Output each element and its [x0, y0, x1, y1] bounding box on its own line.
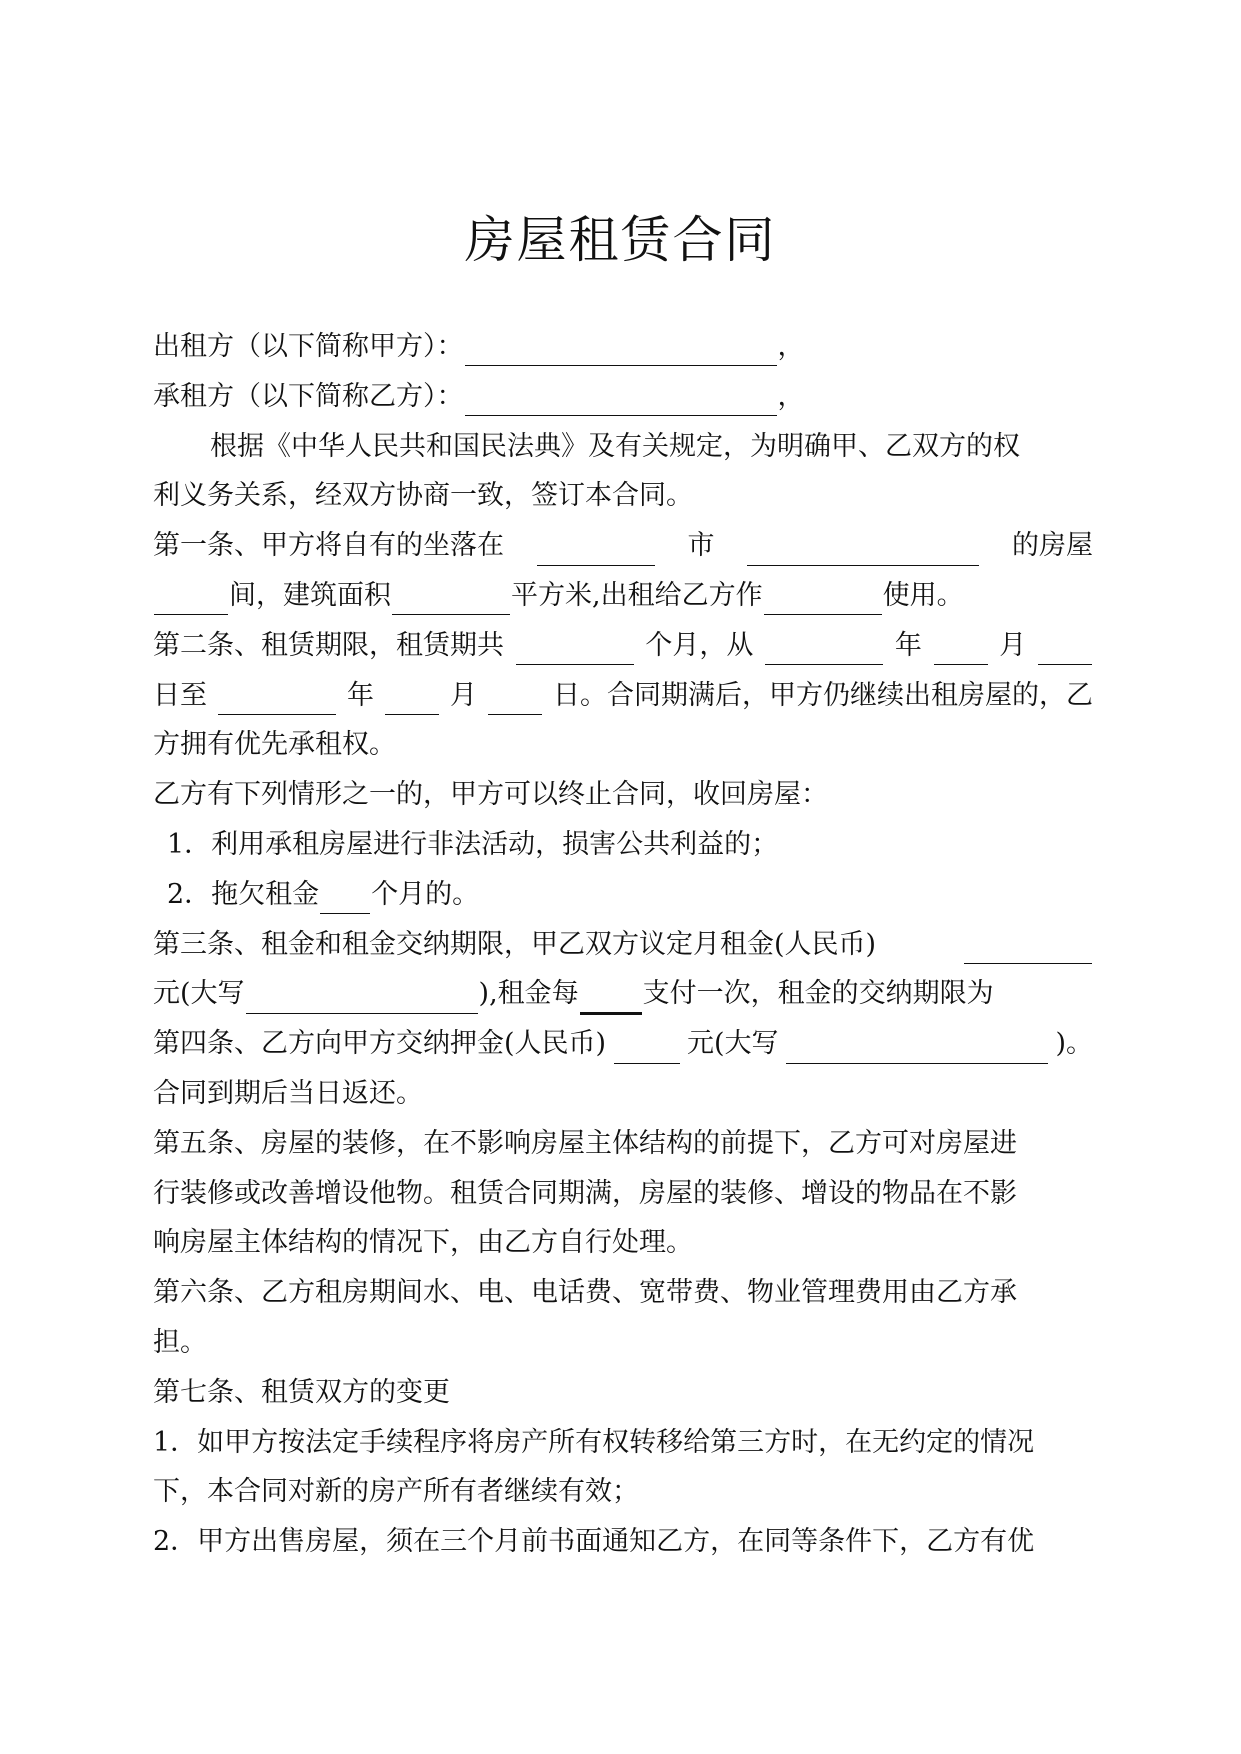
- deposit-in-words-blank[interactable]: [786, 1033, 1048, 1064]
- article-7-item-1-line-2: 下，本合同对新的房产所有者继续有效；: [153, 1476, 639, 1508]
- lessee-label: 承租方（以下简称乙方）：: [153, 380, 464, 412]
- termination-item-2: [153, 870, 1093, 920]
- article-2-text-f: 年: [347, 679, 374, 711]
- article-1-text-f: 使用。: [882, 579, 964, 611]
- article-4-text-b: 元(大写: [686, 1028, 779, 1060]
- lessor-label: 出租方（以下简称甲方）：: [153, 331, 464, 362]
- lessee-line: [153, 372, 1093, 422]
- termination-item-2-text-a: 2．拖欠租金: [167, 878, 320, 910]
- rent-in-words-blank[interactable]: [246, 983, 478, 1014]
- preamble-line-2: 利义务关系，经双方协商一致，签订本合同。: [153, 480, 693, 512]
- article-2-text-a: 第二条、租赁期限，租赁期共: [153, 629, 504, 661]
- article-2-text-b: 个月，从: [645, 629, 754, 661]
- article-1-text-b: 市: [687, 530, 715, 562]
- lease-months-blank[interactable]: [516, 634, 634, 665]
- payment-cycle-blank[interactable]: [580, 982, 642, 1015]
- lessor-line: [153, 322, 1093, 372]
- article-1-line-2: [153, 571, 1093, 621]
- area-blank[interactable]: [392, 584, 510, 615]
- article-7-item-1-line-1: 1．如甲方按法定手续程序将房产所有权转移给第三方时，在无约定的情况: [153, 1426, 1035, 1458]
- lessee-line-end: ，: [777, 380, 805, 412]
- article-4-text-c: )。: [1055, 1028, 1093, 1060]
- article-7-heading: 第七条、租赁双方的变更: [153, 1376, 450, 1408]
- end-day-blank[interactable]: [488, 684, 542, 715]
- article-2-text-g: 月: [450, 679, 477, 711]
- preamble-line-1: 根据《中华人民共和国民法典》及有关规定，为明确甲、乙双方的权: [210, 430, 1020, 462]
- document-title: 房屋租赁合同: [464, 211, 777, 269]
- article-5-line-1: 第五条、房屋的装修，在不影响房屋主体结构的前提下，乙方可对房屋进: [153, 1127, 1017, 1159]
- article-7-item-2: 2．甲方出售房屋，须在三个月前书面通知乙方，在同等条件下，乙方有优: [153, 1526, 1035, 1558]
- address-blank[interactable]: [747, 535, 979, 566]
- article-2-text-e: 日至: [153, 679, 207, 711]
- article-2-line-1: [153, 621, 1093, 671]
- deposit-blank[interactable]: [614, 1033, 680, 1064]
- lessee-name-blank[interactable]: [465, 385, 777, 416]
- usage-blank[interactable]: [764, 584, 882, 615]
- rooms-blank[interactable]: [154, 584, 228, 615]
- article-6-line-1: 第六条、乙方租房期间水、电、电话费、宽带费、物业管理费用由乙方承: [153, 1277, 1017, 1309]
- article-6-line-2: 担。: [153, 1326, 207, 1358]
- article-3-line-1: [153, 920, 1093, 970]
- contract-body: [153, 322, 1093, 1567]
- article-3-text-b: 元(大写: [153, 978, 245, 1010]
- article-1-text-e: 平方米,出租给乙方作: [511, 579, 763, 611]
- article-1-line-1: [153, 521, 1093, 571]
- article-3-text-d: 支付一次，租金的交纳期限为: [642, 978, 994, 1010]
- lessor-name-blank[interactable]: [465, 335, 777, 366]
- article-3-text-c: ),租金每: [478, 978, 579, 1010]
- article-3-line-2: [153, 969, 1093, 1019]
- article-5-line-3: 响房屋主体结构的情况下，由乙方自行处理。: [153, 1227, 693, 1259]
- article-1-text-a: 第一条、甲方将自有的坐落在: [153, 530, 504, 562]
- city-blank[interactable]: [537, 535, 655, 566]
- article-5-line-2: 行装修或改善增设他物。租赁合同期满，房屋的装修、增设的物品在不影: [153, 1177, 1017, 1209]
- start-month-blank[interactable]: [934, 634, 988, 665]
- article-2-text-c: 年: [894, 629, 922, 661]
- article-4-text-a: 第四条、乙方向甲方交纳押金(人民币): [153, 1028, 607, 1060]
- arrears-months-blank[interactable]: [320, 883, 370, 914]
- termination-item-1: 1．利用承租房屋进行非法活动，损害公共利益的；: [167, 828, 779, 860]
- end-month-blank[interactable]: [385, 684, 439, 715]
- end-year-blank[interactable]: [218, 684, 336, 715]
- article-1-text-d: 间，建筑面积: [229, 579, 391, 611]
- article-4-line-1: [153, 1019, 1093, 1069]
- start-day-blank[interactable]: [1038, 634, 1092, 665]
- article-2-line-2: [153, 671, 1093, 721]
- article-3-text-a: 第三条、租金和租金交纳期限，甲乙双方议定月租金(人民币): [153, 928, 877, 960]
- article-1-text-c: 的房屋: [1012, 530, 1093, 562]
- monthly-rent-blank[interactable]: [964, 933, 1092, 964]
- lessor-line-end: ，: [777, 331, 805, 362]
- start-year-blank[interactable]: [765, 634, 883, 665]
- article-2-text-d: 月: [999, 629, 1027, 661]
- article-2-line-3: 方拥有优先承租权。: [153, 729, 396, 761]
- article-2-text-h: 日。合同期满后，甲方仍继续出租房屋的，乙: [553, 679, 1093, 711]
- termination-intro: 乙方有下列情形之一的，甲方可以终止合同，收回房屋：: [153, 779, 828, 811]
- article-4-line-2: 合同到期后当日返还。: [153, 1077, 423, 1109]
- termination-item-2-text-b: 个月的。: [371, 878, 480, 910]
